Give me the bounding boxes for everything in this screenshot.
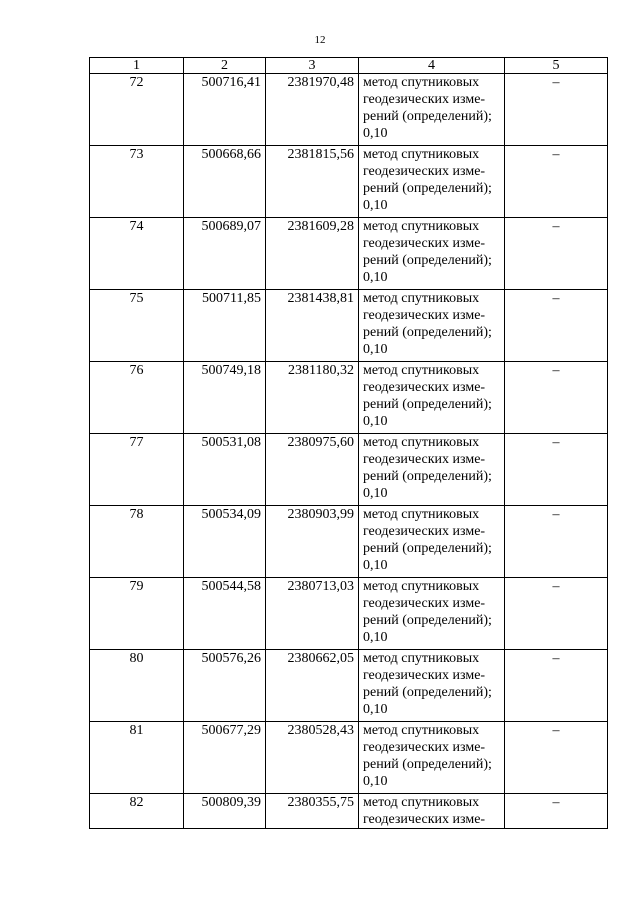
x-coordinate-cell: 500534,09: [184, 506, 266, 578]
table-row: [90, 794, 608, 829]
method-text-line: метод спутниковых: [363, 507, 480, 522]
method-text-line: метод спутниковых: [363, 723, 480, 738]
column-5-cell: –: [505, 506, 608, 578]
table-row: [90, 578, 608, 650]
column-5-cell: –: [505, 434, 608, 506]
method-accuracy-cell: [359, 794, 505, 829]
column-5-cell: –: [505, 146, 608, 218]
header-col-4: 4: [359, 58, 505, 74]
y-coordinate-cell: 2381970,48: [266, 74, 359, 146]
method-text-line: метод спутниковых: [363, 435, 480, 450]
x-coordinate-cell: 500716,41: [184, 74, 266, 146]
table-row: [90, 362, 608, 434]
point-number-cell: 72: [90, 74, 184, 146]
table-row: [90, 434, 608, 506]
method-text-line: рений (определений);: [363, 757, 492, 772]
y-coordinate-cell: 2380975,60: [266, 434, 359, 506]
method-text-line: рений (определений);: [363, 109, 492, 124]
method-text-line: рений (определений);: [363, 685, 492, 700]
table-row: [90, 650, 608, 722]
header-col-1: 1: [90, 58, 184, 74]
x-coordinate-cell: 500531,08: [184, 434, 266, 506]
method-accuracy-cell: [359, 650, 505, 722]
table-row: [90, 506, 608, 578]
method-text-line: геодезических изме-: [363, 308, 486, 323]
method-text-line: метод спутниковых: [363, 795, 480, 810]
point-number-cell: 82: [90, 794, 184, 829]
method-text-line: рений (определений);: [363, 253, 492, 268]
page-number: 12: [314, 34, 326, 46]
method-text-line: рений (определений);: [363, 397, 492, 412]
method-accuracy-cell: [359, 722, 505, 794]
method-text-line: геодезических изме-: [363, 524, 486, 539]
table-row: [90, 218, 608, 290]
column-5-cell: –: [505, 362, 608, 434]
method-text-line: геодезических изме-: [363, 164, 486, 179]
method-text-line: геодезических изме-: [363, 236, 486, 251]
point-number-cell: 74: [90, 218, 184, 290]
method-text-line: геодезических изме-: [363, 92, 486, 107]
x-coordinate-cell: 500689,07: [184, 218, 266, 290]
column-5-cell: –: [505, 650, 608, 722]
method-text-line: 0,10: [363, 198, 388, 213]
method-text-line: метод спутниковых: [363, 75, 480, 90]
x-coordinate-cell: 500668,66: [184, 146, 266, 218]
x-coordinate-cell: 500749,18: [184, 362, 266, 434]
method-text-line: 0,10: [363, 774, 388, 789]
method-text-line: метод спутниковых: [363, 579, 480, 594]
method-text-line: 0,10: [363, 342, 388, 357]
y-coordinate-cell: 2381180,32: [266, 362, 359, 434]
method-text-line: геодезических изме-: [363, 740, 486, 755]
column-5-cell: –: [505, 722, 608, 794]
x-coordinate-cell: 500576,26: [184, 650, 266, 722]
header-col-5: 5: [505, 58, 608, 74]
method-text-line: метод спутниковых: [363, 363, 480, 378]
method-text-line: метод спутниковых: [363, 147, 480, 162]
method-text-line: геодезических изме-: [363, 596, 486, 611]
method-accuracy-cell: [359, 146, 505, 218]
method-accuracy-cell: [359, 434, 505, 506]
method-accuracy-cell: [359, 74, 505, 146]
x-coordinate-cell: 500711,85: [184, 290, 266, 362]
y-coordinate-cell: 2381609,28: [266, 218, 359, 290]
method-text-line: геодезических изме-: [363, 668, 486, 683]
y-coordinate-cell: 2380713,03: [266, 578, 359, 650]
y-coordinate-cell: 2381815,56: [266, 146, 359, 218]
method-text-line: 0,10: [363, 414, 388, 429]
coordinates-table: [89, 57, 608, 829]
method-text-line: рений (определений);: [363, 181, 492, 196]
method-text-line: рений (определений);: [363, 325, 492, 340]
x-coordinate-cell: 500544,58: [184, 578, 266, 650]
point-number-cell: 79: [90, 578, 184, 650]
column-5-cell: –: [505, 578, 608, 650]
table-row: [90, 722, 608, 794]
method-text-line: рений (определений);: [363, 541, 492, 556]
method-text-line: 0,10: [363, 126, 388, 141]
method-accuracy-cell: [359, 290, 505, 362]
x-coordinate-cell: 500809,39: [184, 794, 266, 829]
header-row: [90, 58, 608, 74]
point-number-cell: 80: [90, 650, 184, 722]
method-text-line: метод спутниковых: [363, 291, 480, 306]
method-text-line: рений (определений);: [363, 613, 492, 628]
point-number-cell: 76: [90, 362, 184, 434]
method-text-line: геодезических изме-: [363, 380, 486, 395]
method-accuracy-cell: [359, 578, 505, 650]
column-5-cell: –: [505, 74, 608, 146]
method-text-line: 0,10: [363, 630, 388, 645]
table-row: [90, 290, 608, 362]
header-col-3: 3: [266, 58, 359, 74]
column-5-cell: –: [505, 218, 608, 290]
point-number-cell: 75: [90, 290, 184, 362]
point-number-cell: 73: [90, 146, 184, 218]
method-text-line: 0,10: [363, 486, 388, 501]
method-text-line: 0,10: [363, 702, 388, 717]
method-text-line: геодезических изме-: [363, 812, 486, 827]
point-number-cell: 77: [90, 434, 184, 506]
y-coordinate-cell: 2380355,75: [266, 794, 359, 829]
x-coordinate-cell: 500677,29: [184, 722, 266, 794]
column-5-cell: –: [505, 794, 608, 829]
y-coordinate-cell: 2381438,81: [266, 290, 359, 362]
y-coordinate-cell: 2380528,43: [266, 722, 359, 794]
method-accuracy-cell: [359, 362, 505, 434]
method-text-line: 0,10: [363, 558, 388, 573]
header-col-2: 2: [184, 58, 266, 74]
method-text-line: геодезических изме-: [363, 452, 486, 467]
table-row: [90, 74, 608, 146]
method-text-line: 0,10: [363, 270, 388, 285]
y-coordinate-cell: 2380662,05: [266, 650, 359, 722]
point-number-cell: 81: [90, 722, 184, 794]
method-accuracy-cell: [359, 506, 505, 578]
method-text-line: рений (определений);: [363, 469, 492, 484]
point-number-cell: 78: [90, 506, 184, 578]
method-accuracy-cell: [359, 218, 505, 290]
y-coordinate-cell: 2380903,99: [266, 506, 359, 578]
table-row: [90, 146, 608, 218]
method-text-line: метод спутниковых: [363, 219, 480, 234]
method-text-line: метод спутниковых: [363, 651, 480, 666]
table-body: [90, 74, 608, 829]
column-5-cell: –: [505, 290, 608, 362]
